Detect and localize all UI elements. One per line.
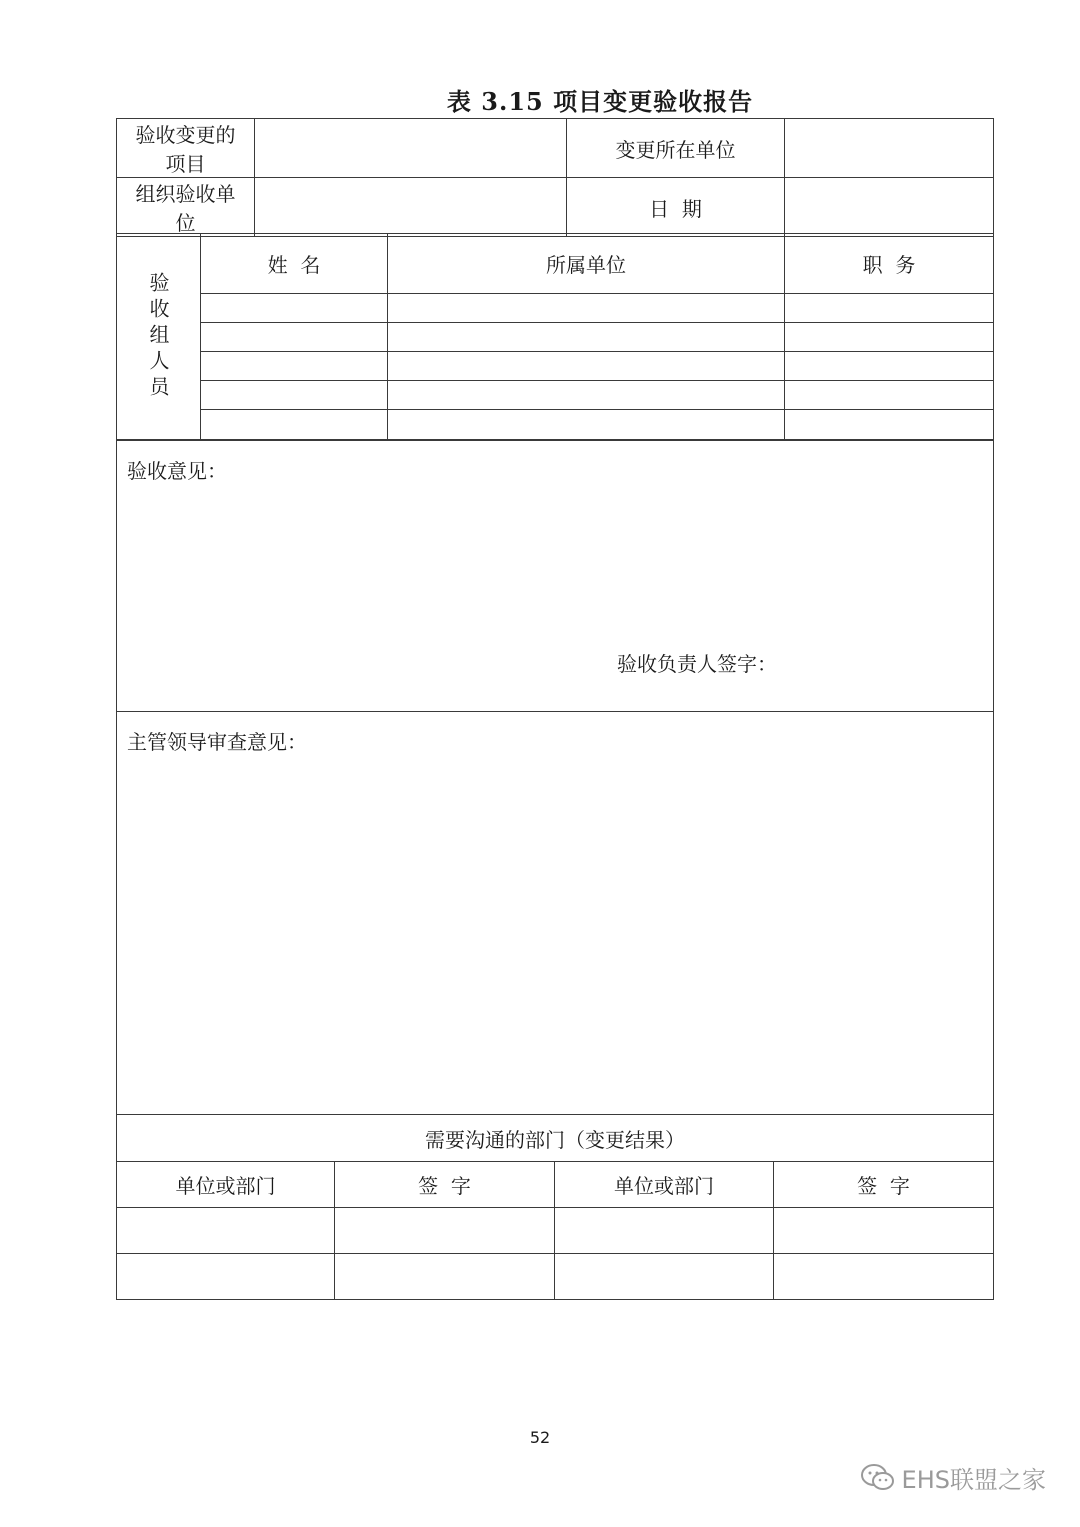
org-value-cell[interactable] <box>255 178 567 237</box>
comm-dept-cell[interactable] <box>117 1254 335 1300</box>
watermark-text: EHS联盟之家 <box>901 1466 1046 1494</box>
col-name-text: 姓 名 <box>267 253 321 277</box>
org-label-line1: 组织验收单 <box>135 182 236 206</box>
review-opinion-cell[interactable] <box>117 712 994 1115</box>
acceptance-sign-label: 验收负责人签字： <box>617 652 777 676</box>
comm-sign-cell[interactable] <box>774 1254 994 1300</box>
member-name-cell[interactable] <box>201 323 388 352</box>
page-title: 表 3.15 项目变更验收报告 <box>446 87 754 116</box>
member-title-cell[interactable] <box>785 410 994 440</box>
comm-col-dept-1: 单位或部门 <box>117 1162 335 1208</box>
col-title-header <box>785 234 994 294</box>
comm-sign-cell[interactable] <box>774 1208 994 1254</box>
member-title-cell[interactable] <box>785 323 994 352</box>
member-name-cell[interactable] <box>201 294 388 323</box>
col-title-text: 职 务 <box>862 253 916 277</box>
members-side-label: 验收组人员 <box>146 271 170 402</box>
org-label-line2: 位 <box>175 211 196 235</box>
member-unit-cell[interactable] <box>388 323 785 352</box>
member-unit-cell[interactable] <box>388 294 785 323</box>
comm-dept-cell[interactable] <box>555 1254 774 1300</box>
members-side-label-cell <box>117 234 201 440</box>
review-opinion-label: 主管领导审查意见： <box>127 730 307 754</box>
opinions-table <box>116 440 994 1115</box>
org-label-cell <box>117 178 255 237</box>
item-label-line2: 项目 <box>165 152 206 176</box>
acceptance-opinion-cell[interactable] <box>117 441 994 712</box>
comm-sign-cell[interactable] <box>335 1208 555 1254</box>
member-unit-cell[interactable] <box>388 410 785 440</box>
item-label-line1: 验收变更的 <box>135 123 236 147</box>
item-value-cell[interactable] <box>255 119 567 178</box>
comm-dept-cell[interactable] <box>555 1208 774 1254</box>
member-title-cell[interactable] <box>785 352 994 381</box>
page-number: 52 <box>529 1428 551 1447</box>
acceptance-opinion-label: 验收意见： <box>127 459 227 483</box>
comm-sign-cell[interactable] <box>335 1254 555 1300</box>
member-title-cell[interactable] <box>785 381 994 410</box>
member-unit-cell[interactable] <box>388 352 785 381</box>
member-name-cell[interactable] <box>201 352 388 381</box>
member-unit-cell[interactable] <box>388 381 785 410</box>
comm-col-sign-1 <box>335 1162 555 1208</box>
date-label <box>567 178 785 237</box>
comm-dept-cell[interactable] <box>117 1208 335 1254</box>
comm-col-sign-2-text: 签 字 <box>857 1174 910 1198</box>
watermark <box>860 1460 1046 1495</box>
comm-col-sign-1-text: 签 字 <box>418 1174 471 1198</box>
members-table <box>116 233 994 440</box>
communication-table <box>116 1114 994 1300</box>
member-name-cell[interactable] <box>201 410 388 440</box>
comm-col-sign-2 <box>774 1162 994 1208</box>
dept-label: 变更所在单位 <box>567 119 785 178</box>
member-title-cell[interactable] <box>785 294 994 323</box>
communication-title: 需要沟通的部门（变更结果） <box>117 1115 994 1162</box>
date-value-cell[interactable] <box>785 178 994 237</box>
wechat-icon <box>860 1463 896 1493</box>
header-table <box>116 118 994 237</box>
item-label-cell <box>117 119 255 178</box>
comm-col-dept-2: 单位或部门 <box>555 1162 774 1208</box>
date-label-text: 日 期 <box>649 196 702 221</box>
col-unit-header: 所属单位 <box>388 234 785 294</box>
member-name-cell[interactable] <box>201 381 388 410</box>
col-name-header <box>201 234 388 294</box>
dept-value-cell[interactable] <box>785 119 994 178</box>
